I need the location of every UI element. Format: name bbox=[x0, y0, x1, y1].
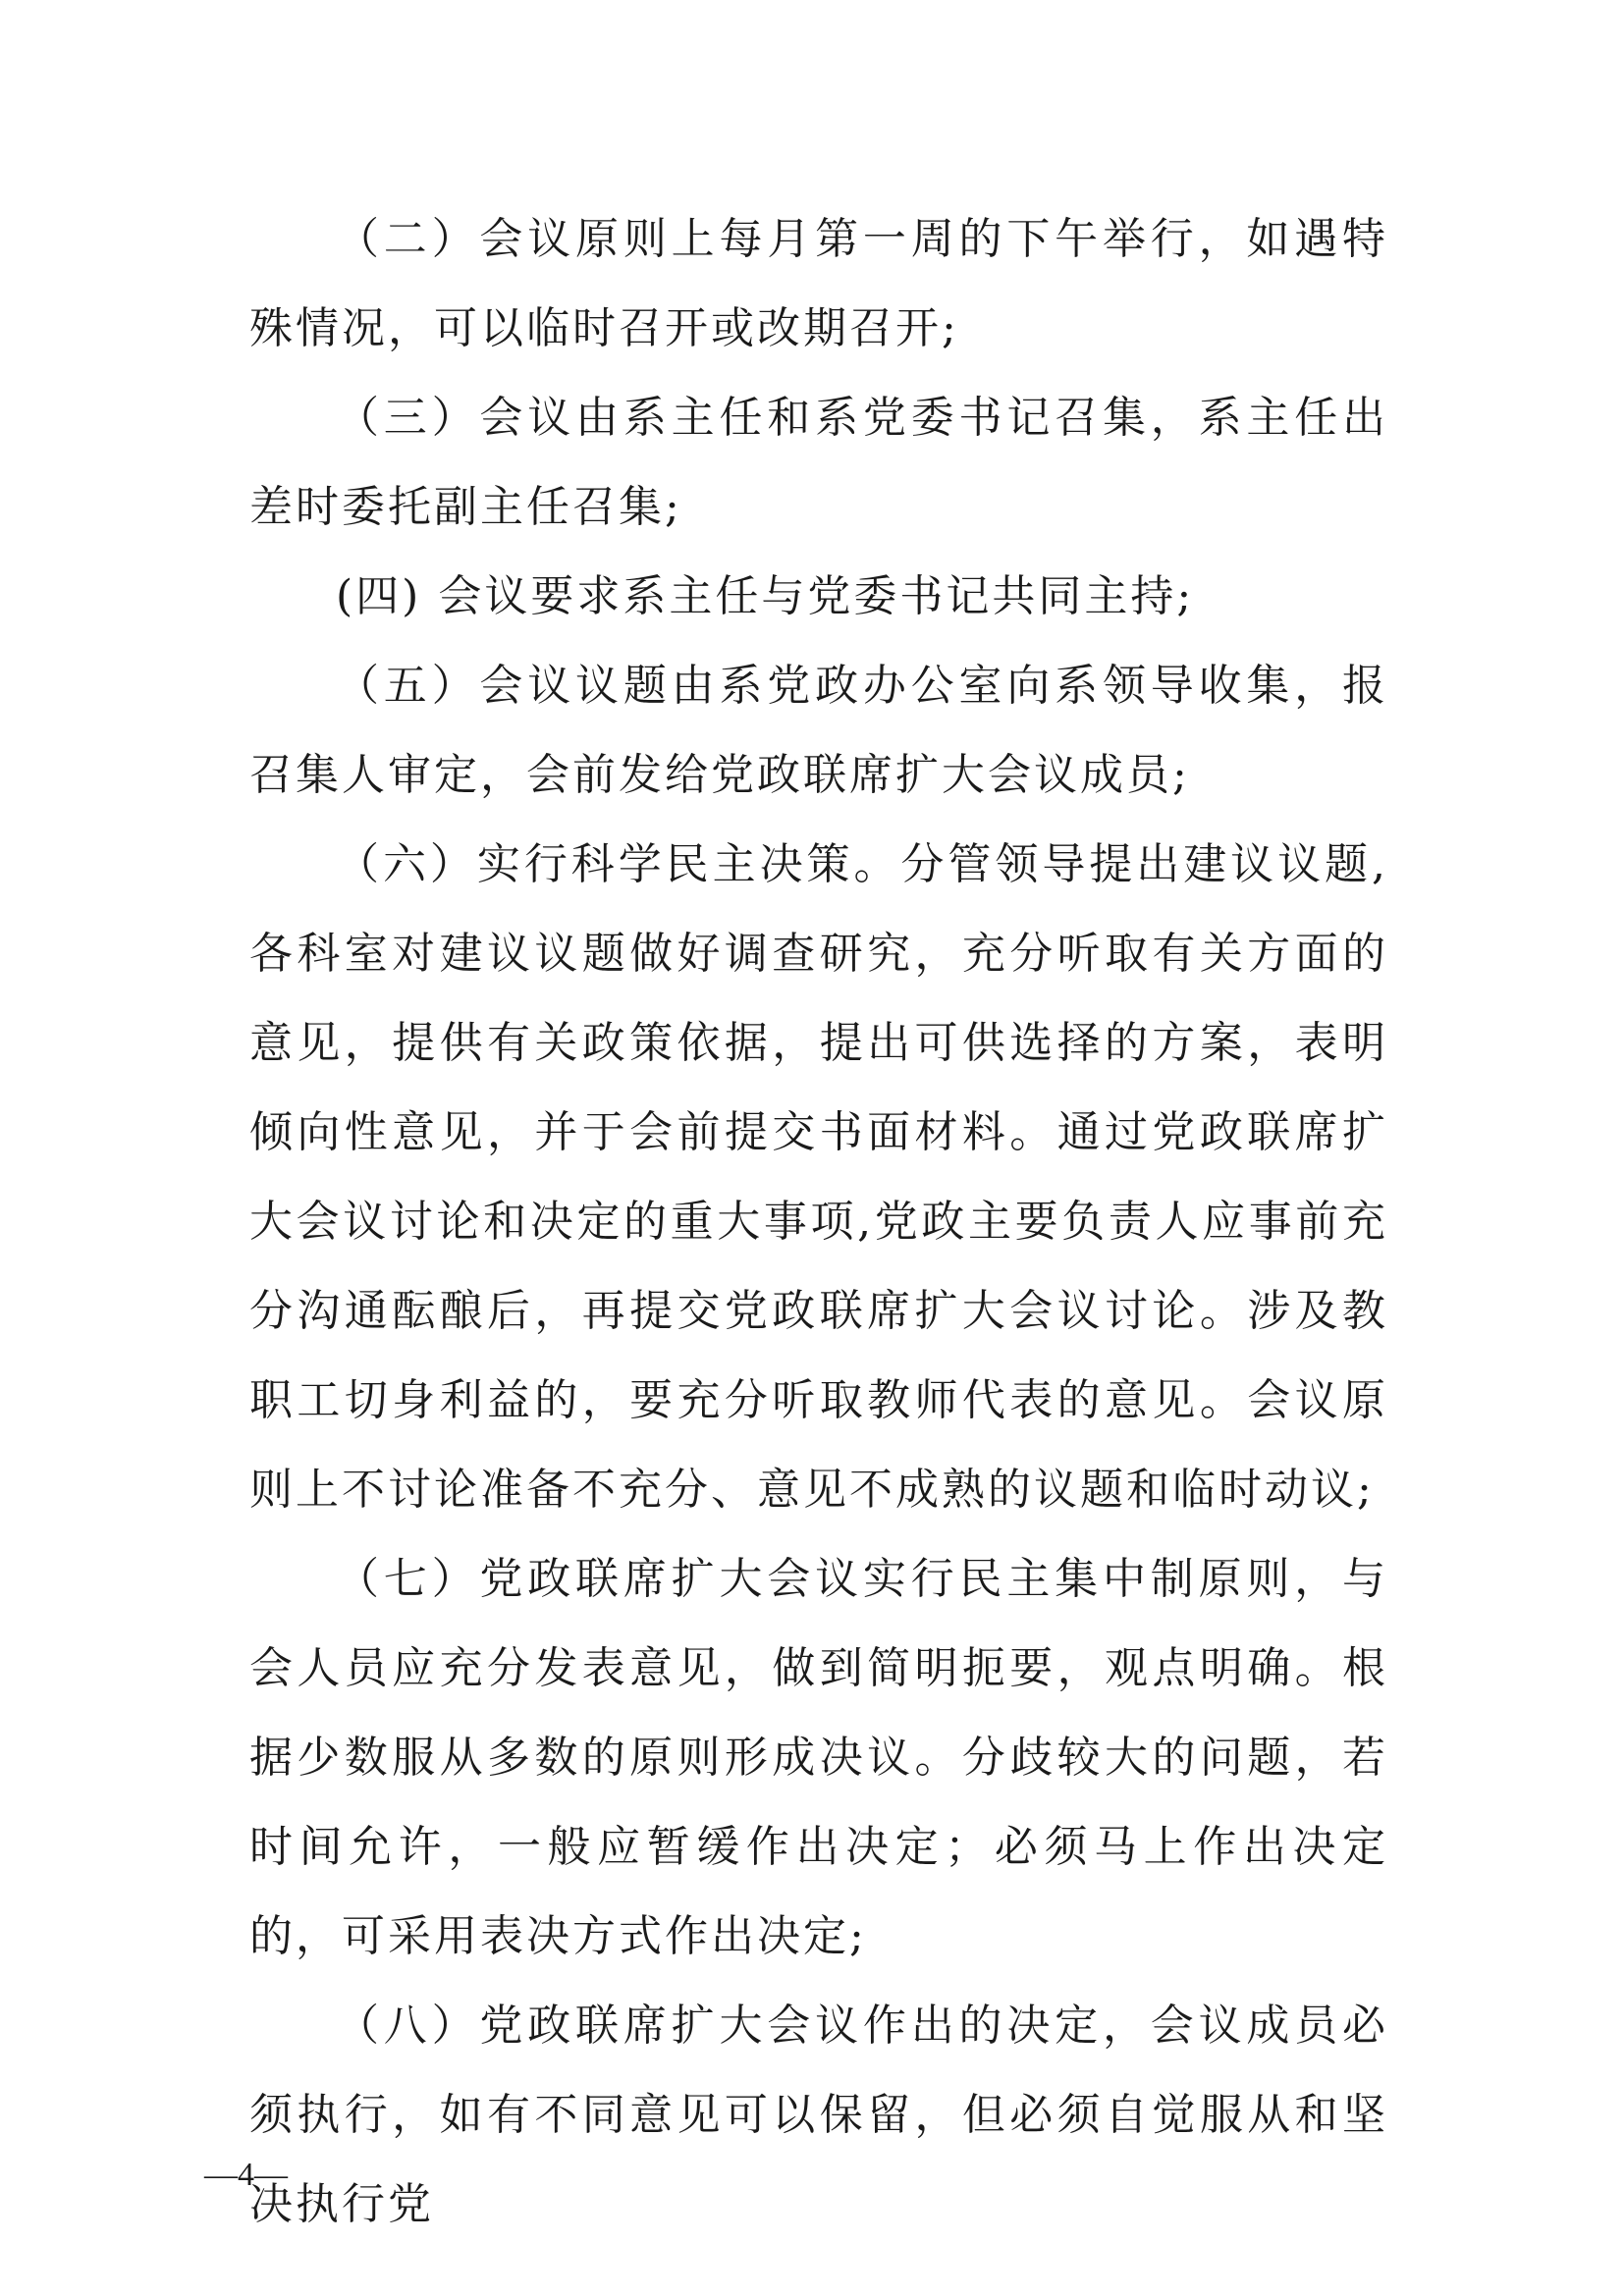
paragraph-5: （五）会议议题由系党政办公室向系领导收集，报召集人审定，会前发给党政联席扩大会议成员; bbox=[249, 661, 1388, 800]
paragraph-7: （七）党政联席扩大会议实行民主集中制原则，与会人员应充分发表意见，做到简明扼要，观点明确。根据少数服从多数的原则形成决议。分歧较大的问题，若时间允许，一般应暂缓作出决定；必须马上作出决定的，可采用表决方式作出决定; bbox=[249, 1554, 1388, 1961]
paragraph-3: （三）会议由系主任和系党委书记召集，系主任出差时委托副主任召集; bbox=[249, 393, 1388, 532]
page-number: —4— bbox=[204, 2157, 288, 2193]
paragraph-2: （二）会议原则上每月第一周的下午举行，如遇特殊情况，可以临时召开或改期召开; bbox=[249, 214, 1388, 353]
paragraph-4: (四) 会议要求系主任与党委书记共同主持; bbox=[336, 571, 1195, 621]
document-body bbox=[249, 194, 1388, 2249]
paragraph-8: （八）党政联席扩大会议作出的决定，会议成员必须执行，如有不同意见可以保留，但必须自觉服从和坚决执行党 bbox=[249, 2001, 1388, 2229]
paragraph-6: （六）实行科学民主决策。分管领导提出建议议题,各科室对建议议题做好调查研究，充分听取有关方面的意见，提供有关政策依据，提出可供选择的方案，表明倾向性意见，并于会前提交书面材料。通过党政联席扩大会议讨论和决定的重大事项,党政主要负责人应事前充分沟通酝酿后，再提交党政联席扩大会议讨论。涉及教职工切身利益的，要充分听取教师代表的意见。会议原则上不讨论准备不充分、意见不成熟的议题和临时动议; bbox=[249, 839, 1388, 1515]
